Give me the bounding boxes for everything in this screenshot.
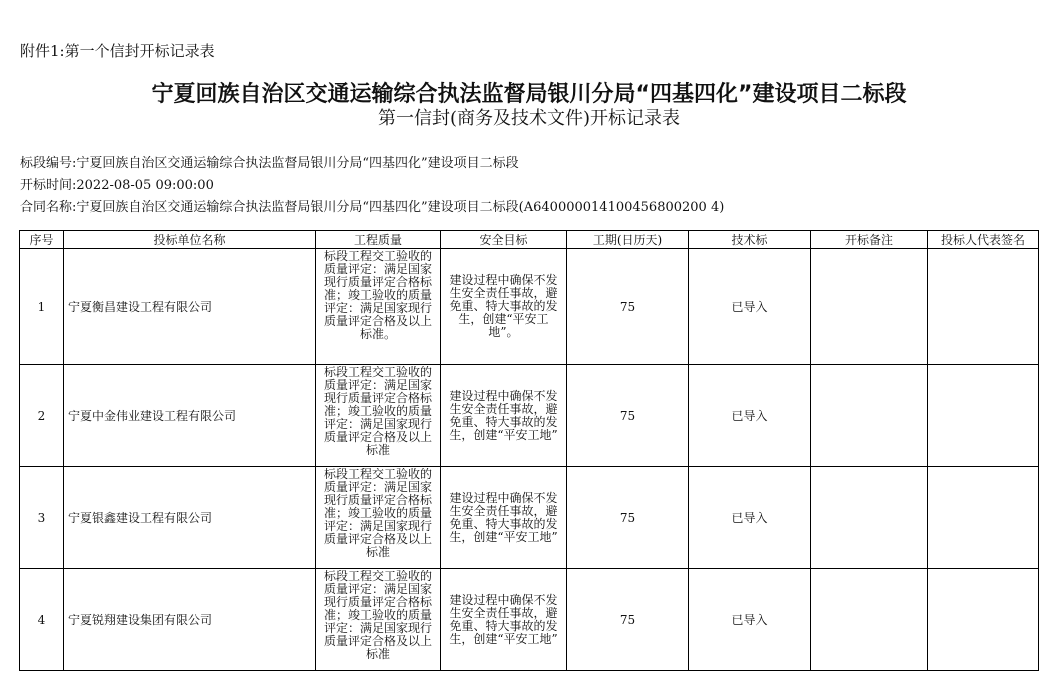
construction-period: 75 xyxy=(567,467,689,569)
table-row xyxy=(20,569,1039,671)
technical-bid-status: 已导入 xyxy=(689,467,811,569)
technical-bid-status: 已导入 xyxy=(689,569,811,671)
quality-text: 标段工程交工验收的质量评定：满足国家现行质量评定合格标准；竣工验收的质量评定：满足国家现行质量评定合格及以上标准 xyxy=(323,569,432,661)
company-name: 宁夏衡昌建设工程有限公司 xyxy=(64,249,316,365)
quality-cell xyxy=(316,365,441,467)
header-tech: 技术标 xyxy=(689,231,811,249)
attachment-label: 附件1:第一个信封开标记录表 xyxy=(20,42,215,60)
opening-remark xyxy=(811,467,928,569)
representative-signature xyxy=(928,365,1039,467)
company-name: 宁夏锐翔建设集团有限公司 xyxy=(64,569,316,671)
construction-period: 75 xyxy=(567,365,689,467)
construction-period: 75 xyxy=(567,249,689,365)
table-header-row xyxy=(20,231,1039,249)
section-number: 标段编号:宁夏回族自治区交通运输综合执法监督局银川分局“四基四化”建设项目二标段 xyxy=(20,156,519,171)
quality-text: 标段工程交工验收的质量评定：满足国家现行质量评定合格标准；竣工验收的质量评定：满足国家现行质量评定合格及以上标准 xyxy=(323,365,432,457)
contract-name: 合同名称:宁夏回族自治区交通运输综合执法监督局银川分局“四基四化”建设项目二标段(A640000014100456800200 4) xyxy=(20,200,725,215)
construction-period: 75 xyxy=(567,569,689,671)
table-row xyxy=(20,249,1039,365)
representative-signature xyxy=(928,467,1039,569)
safety-target: 建设过程中确保不发生安全责任事故，避免重、特大事故的发生，创建“平安工地” xyxy=(441,365,567,467)
header-quality: 工程质量 xyxy=(316,231,441,249)
row-number: 2 xyxy=(20,365,64,467)
document-subtitle: 第一信封(商务及技术文件)开标记录表 xyxy=(377,108,681,129)
header-period: 工期(日历天) xyxy=(567,231,689,249)
technical-bid-status: 已导入 xyxy=(689,249,811,365)
safety-target: 建设过程中确保不发生安全责任事故，避免重、特大事故的发生，创建“平安工地”。 xyxy=(441,249,567,365)
company-name: 宁夏中金伟业建设工程有限公司 xyxy=(64,365,316,467)
table-row xyxy=(20,467,1039,569)
opening-time: 开标时间:2022-08-05 09:00:00 xyxy=(20,178,214,193)
document-title: 宁夏回族自治区交通运输综合执法监督局银川分局“四基四化”建设项目二标段 xyxy=(151,82,907,107)
quality-cell xyxy=(316,467,441,569)
quality-cell xyxy=(316,249,441,365)
representative-signature xyxy=(928,249,1039,365)
row-number: 1 xyxy=(20,249,64,365)
header-company: 投标单位名称 xyxy=(64,231,316,249)
bid-opening-record-table xyxy=(19,230,1039,671)
header-safety: 安全目标 xyxy=(441,231,567,249)
row-number: 4 xyxy=(20,569,64,671)
header-remark: 开标备注 xyxy=(811,231,928,249)
header-signature: 投标人代表签名 xyxy=(928,231,1039,249)
table-row xyxy=(20,365,1039,467)
header-no: 序号 xyxy=(20,231,64,249)
safety-target: 建设过程中确保不发生安全责任事故，避免重、特大事故的发生，创建“平安工地” xyxy=(441,569,567,671)
representative-signature xyxy=(928,569,1039,671)
technical-bid-status: 已导入 xyxy=(689,365,811,467)
opening-remark xyxy=(811,249,928,365)
opening-remark xyxy=(811,569,928,671)
opening-remark xyxy=(811,365,928,467)
row-number: 3 xyxy=(20,467,64,569)
quality-text: 标段工程交工验收的质量评定：满足国家现行质量评定合格标准；竣工验收的质量评定：满足国家现行质量评定合格及以上标准。 xyxy=(323,249,432,341)
company-name: 宁夏银鑫建设工程有限公司 xyxy=(64,467,316,569)
safety-target: 建设过程中确保不发生安全责任事故，避免重、特大事故的发生，创建“平安工地” xyxy=(441,467,567,569)
quality-cell xyxy=(316,569,441,671)
quality-text: 标段工程交工验收的质量评定：满足国家现行质量评定合格标准；竣工验收的质量评定：满足国家现行质量评定合格及以上标准 xyxy=(323,467,432,559)
